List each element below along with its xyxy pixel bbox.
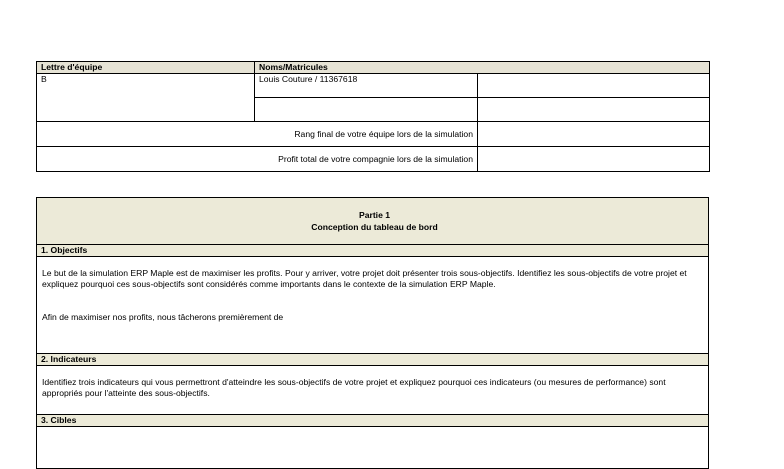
header-team-letter: Lettre d'équipe <box>37 62 255 74</box>
part-subtitle: Conception du tableau de bord <box>311 222 438 232</box>
section-body-cibles[interactable] <box>37 427 709 469</box>
member-1-cell[interactable]: Louis Couture / 11367618 <box>255 74 478 98</box>
objectifs-instructions: Le but de la simulation ERP Maple est de maximiser les profits. Pour y arriver, votre projet doit présenter trois sous-objectifs. Identifiez les sous-objectifs de votre projet et expliquez pourquoi ces sous-objectifs sont considérés comme importants dans le contexte de la simulation ERP Maple. <box>42 268 687 289</box>
section-body-indicateurs[interactable] <box>37 366 709 415</box>
team-info-table <box>36 61 710 172</box>
member-1-extra-cell[interactable] <box>478 74 710 98</box>
part-number: Partie 1 <box>358 210 391 220</box>
profit-value-cell[interactable] <box>478 147 710 172</box>
section-heading-indicateurs: 2. Indicateurs <box>37 354 709 366</box>
rank-label: Rang final de votre équipe lors de la simulation <box>37 122 478 147</box>
rank-value-cell[interactable] <box>478 122 710 147</box>
objectifs-answer[interactable]: Afin de maximiser nos profits, nous tâcherons premièrement de <box>42 312 284 322</box>
part-title <box>37 198 709 245</box>
section-body-objectifs[interactable] <box>37 257 709 354</box>
section-heading-cibles: 3. Cibles <box>37 415 709 427</box>
part-1-table <box>36 197 709 469</box>
indicateurs-instructions: Identifiez trois indicateurs qui vous permettront d'atteindre les sous-objectifs de votre projet et expliquez pourquoi ces indicateurs (ou mesures de performance) sont appropriés pour l'atteinte des sous-objectifs. <box>42 377 666 398</box>
section-heading-objectifs: 1. Objectifs <box>37 245 709 257</box>
member-2-cell[interactable] <box>255 98 478 122</box>
member-2-extra-cell[interactable] <box>478 98 710 122</box>
header-names: Noms/Matricules <box>255 62 710 74</box>
profit-label: Profit total de votre compagnie lors de la simulation <box>37 147 478 172</box>
team-letter-cell[interactable]: B <box>37 74 255 122</box>
